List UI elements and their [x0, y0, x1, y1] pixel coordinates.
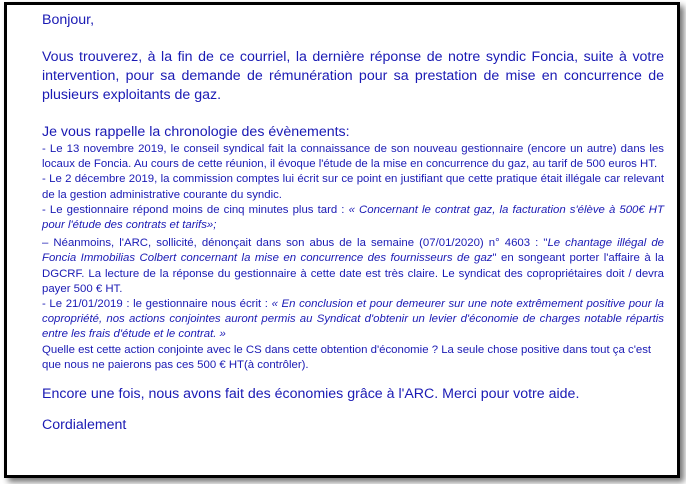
closing-note: Encore une fois, nous avons fait des économies grâce à l'ARC. Merci pour votre aide.: [42, 386, 580, 403]
chronology-title: Je vous rappelle la chronologie des évènements:: [42, 124, 350, 140]
chronology-item: - Le 13 novembre 2019, le conseil syndical fait la connaissance de son nouveau gestionnaire (encore un autre) dans les locaux de Foncia. Au cours de cette réunion, il évoque l'étude de la mise en concurrence du gaz, au tarif de 500 euros HT.: [42, 143, 664, 171]
email-frame: [4, 2, 680, 478]
email-body: [42, 11, 664, 435]
intro-paragraph: Vous trouverez, à la fin de ce courriel, la dernière réponse de notre syndic Foncia, suite à votre intervention, pour sa demande de rémunération pour sa prestation de mise en concurrence de plusieurs exploitants de gaz.: [42, 49, 664, 103]
quote-text: « En conclusion et pour demeurer sur une note extrêmement positive pour la copropriété, nos actions conjointes auront permis au Syndicat d'obtenir un levier d'économie de charges notable répartis entre les frais d'étude et le contrat. »: [42, 298, 664, 341]
chronology-list: [42, 142, 664, 373]
chronology-item: - Le gestionnaire répond moins de cinq minutes plus tard : « Concernant le contrat gaz, la facturation s'élève à 500€ HT pour l'étude des contrats et tarifs»;: [42, 203, 664, 232]
chronology-item: – Néanmoins, l'ARC, sollicité, dénonçait dans son abus de la semaine (07/01/2020) n° 4603 : "Le chantage illégal de Foncia Immobilias Colbert concernant la mise en concurrence des fournisseurs de gaz" en songeant porter l'affaire à la DGCRF. La lecture de la réponse du gestionnaire à cette date est très claire. Le syndicat des copropriétaires doit / devra payer 500 € HT.: [42, 237, 664, 295]
chronology-item: Quelle est cette action conjointe avec le CS dans cette obtention d'économie ? La seule chose positive dans tout ça c'est que nous ne paierons pas ces 500 € HT(à contrôler).: [42, 343, 652, 371]
quote-text: Le chantage illégal de Foncia Immobilias Colbert concernant la mise en concurrence des fournisseurs de gaz: [42, 237, 664, 265]
greeting: Bonjour,: [42, 12, 95, 28]
signoff: Cordialement: [42, 417, 127, 434]
chronology-item: - Le 21/01/2019 : le gestionnaire nous écrit : « En conclusion et pour demeurer sur une note extrêmement positive pour la copropriété, nos actions conjointes auront permis au Syndicat d'obtenir un levier d'économie de charges notable répartis entre les frais d'étude et le contrat. »: [42, 298, 664, 341]
quote-text: « Concernant le contrat gaz, la facturation s'élève à 500€ HT pour l'étude des contrats et tarifs»;: [42, 203, 664, 232]
chronology-item: - Le 2 décembre 2019, la commission comptes lui écrit sur ce point en justifiant que cette pratique était illégale car relevant de la gestion administrative courante du syndic.: [42, 173, 664, 201]
